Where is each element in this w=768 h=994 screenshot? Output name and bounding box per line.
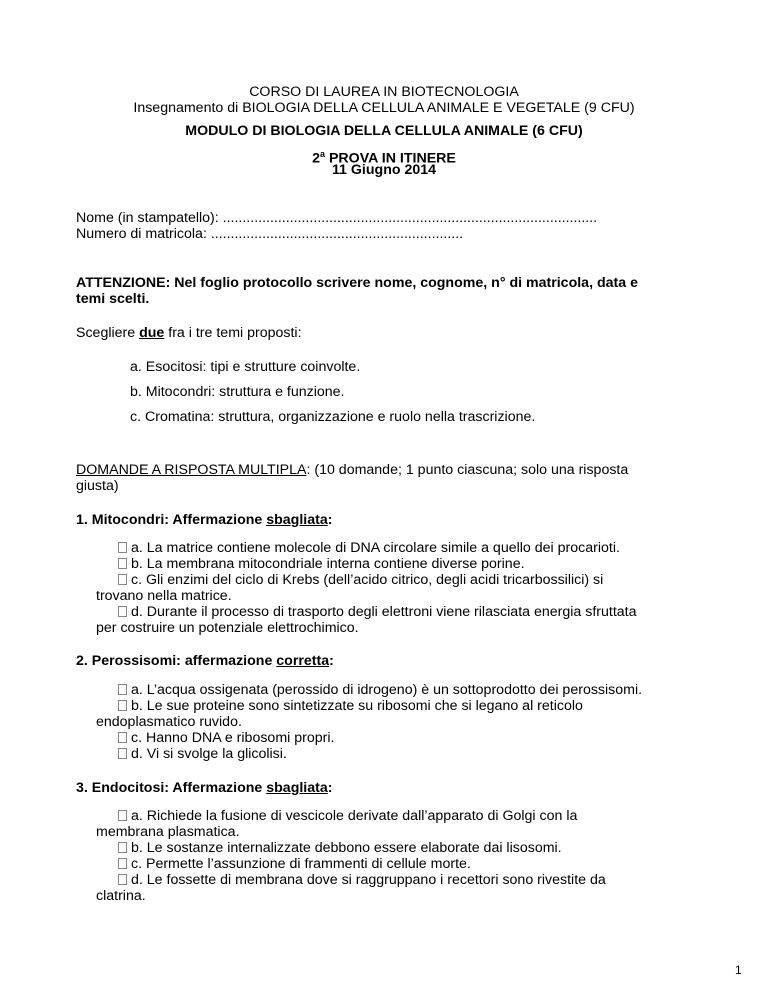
q1-option-b-text: b. La membrana mitocondriale interna contiene diverse porine. (131, 556, 525, 572)
matricola-label: Numero di matricola: (76, 226, 211, 242)
question-3-title (76, 780, 333, 796)
q1-option-b[interactable] (118, 556, 718, 572)
exam-superscript: a (320, 149, 326, 159)
mc-intro-line-2: giusta) (76, 478, 119, 494)
q2-option-b-cont: endoplasmatico ruvido. (96, 714, 242, 730)
choose-after: fra i tre temi proposti: (164, 325, 302, 341)
q3-option-d[interactable] (118, 872, 718, 888)
question-2-keyword: corretta (276, 653, 330, 669)
q1-option-a[interactable] (118, 540, 718, 556)
question-2-text: 2. Perossisomi: affermazione (76, 653, 277, 669)
q3-option-b[interactable] (118, 840, 718, 856)
checkbox-icon[interactable] (118, 732, 127, 743)
q1-option-d-text: d. Durante il processo di trasporto degli elettroni viene rilasciata energia sfruttata (131, 604, 637, 620)
q2-option-b-text: b. Le sue proteine sono sintetizzate su ribosomi che si legano al reticolo (131, 698, 583, 714)
checkbox-icon[interactable] (118, 810, 127, 821)
topic-b: b. Mitocondri: struttura e funzione. (130, 384, 345, 400)
q3-option-d-cont: clatrina. (96, 888, 146, 904)
q2-option-a-text: a. L’acqua ossigenata (perossido di idrogeno) è un sottoprodotto dei perossisomi. (131, 682, 643, 698)
q3-option-a-cont: membrana plasmatica. (96, 824, 240, 840)
q1-option-d[interactable] (118, 604, 718, 620)
q1-option-c-cont: trovano nella matrice. (96, 588, 232, 604)
choose-emphasis: due (139, 325, 165, 341)
teaching-title: Insegnamento di BIOLOGIA DELLA CELLULA ANIMALE E VEGETALE (9 CFU) (133, 100, 635, 116)
checkbox-icon[interactable] (118, 842, 127, 853)
checkbox-icon[interactable] (118, 606, 127, 617)
q2-option-c-text: c. Hanno DNA e ribosomi propri. (131, 730, 335, 746)
question-1-colon: : (327, 512, 333, 528)
question-1-keyword: sbagliata (266, 512, 328, 528)
checkbox-icon[interactable] (118, 874, 127, 885)
q1-option-d-cont: per costruire un potenziale elettrochimico. (96, 620, 359, 636)
warning-line-2: temi scelti. (76, 291, 150, 307)
checkbox-icon[interactable] (118, 858, 127, 869)
choose-instruction (76, 325, 302, 341)
q3-option-b-text: b. Le sostanze internalizzate debbono essere elaborate dai lisosomi. (131, 840, 562, 856)
name-field (76, 210, 597, 226)
q2-option-c[interactable] (118, 730, 718, 746)
checkbox-icon[interactable] (118, 684, 127, 695)
mc-heading: DOMANDE A RISPOSTA MULTIPLA (76, 462, 307, 478)
mc-intro-line-1 (76, 462, 628, 478)
warning-line-1: ATTENZIONE: Nel foglio protocollo scrivere nome, cognome, n° di matricola, data e (76, 275, 638, 291)
name-label: Nome (in stampatello): (76, 210, 223, 226)
q3-option-c-text: c. Permette l’assunzione di frammenti di cellule morte. (131, 856, 471, 872)
topic-c: c. Cromatina: struttura, organizzazione e ruolo nella trascrizione. (130, 409, 536, 425)
question-3-colon: : (327, 780, 333, 796)
exam-number: 2 (312, 150, 320, 167)
q3-option-c[interactable] (118, 856, 718, 872)
q3-option-d-text: d. Le fossette di membrana dove si raggruppano i recettori sono rivestite da (131, 872, 606, 888)
q3-option-a-text: a. Richiede la fusione di vescicole derivate dall’apparato di Golgi con la (131, 808, 578, 824)
q1-option-c-text: c. Gli enzimi del ciclo di Krebs (dell’acido citrico, degli acidi tricarbossilici) si (131, 572, 604, 588)
page-number: 1 (735, 963, 742, 977)
topic-a: a. Esocitosi: tipi e strutture coinvolte. (130, 359, 361, 375)
choose-before: Scegliere (76, 325, 140, 341)
q3-option-a[interactable] (118, 808, 718, 824)
checkbox-icon[interactable] (118, 574, 127, 585)
q2-option-a[interactable] (118, 682, 718, 698)
matricola-field (76, 226, 463, 242)
mc-intro-rest: : (10 domande; 1 punto ciascuna; solo una risposta (306, 462, 629, 478)
checkbox-icon[interactable] (118, 542, 127, 553)
checkbox-icon[interactable] (118, 700, 127, 711)
matricola-dots: ................................................................ (210, 226, 464, 242)
q2-option-d-text: d. Vi si svolge la glicolisi. (131, 746, 287, 762)
question-1-title (76, 512, 332, 528)
module-title: MODULO DI BIOLOGIA DELLA CELLULA ANIMALE (6 CFU) (185, 123, 583, 139)
question-2-title (76, 653, 334, 669)
name-dots: ............................................................................................... (222, 210, 598, 226)
checkbox-icon[interactable] (118, 748, 127, 759)
q2-option-d[interactable] (118, 746, 718, 762)
q2-option-b[interactable] (118, 698, 718, 714)
exam-title-text: PROVA IN ITINERE (325, 150, 456, 167)
checkbox-icon[interactable] (118, 558, 127, 569)
q1-option-a-text: a. La matrice contiene molecole di DNA circolare simile a quello dei procarioti. (131, 540, 620, 556)
question-3-keyword: sbagliata (266, 780, 328, 796)
question-3-text: 3. Endocitosi: Affermazione (76, 780, 267, 796)
question-2-colon: : (329, 653, 334, 669)
exam-date: 11 Giugno 2014 (331, 162, 437, 178)
course-title: CORSO DI LAUREA IN BIOTECNOLOGIA (249, 84, 519, 100)
question-1-text: 1. Mitocondri: Affermazione (76, 512, 267, 528)
q1-option-c[interactable] (118, 572, 718, 588)
